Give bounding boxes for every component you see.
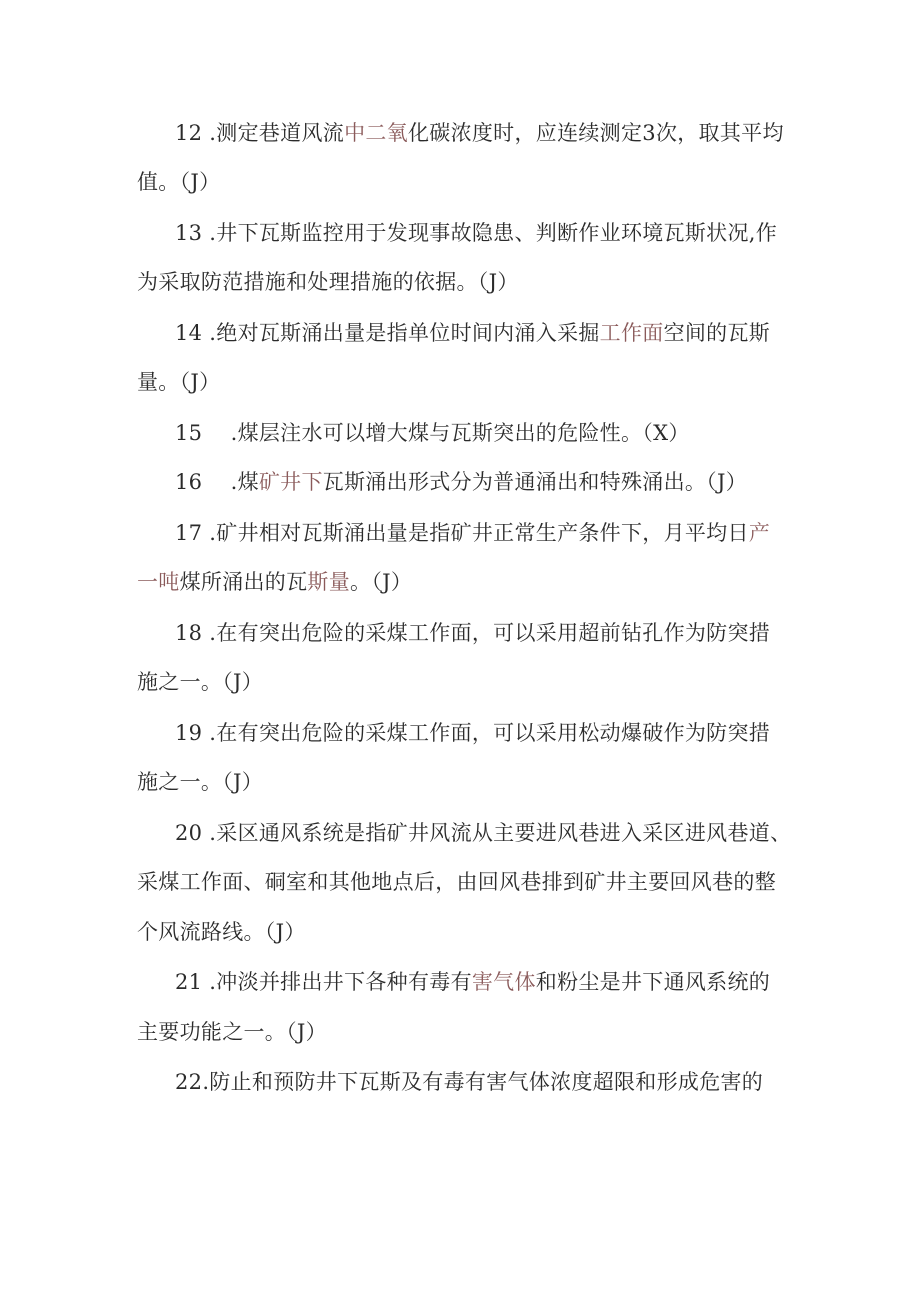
text-segment: 采煤工作面、硐室和其他地点后，由回风巷排到矿井主要回风巷的整	[137, 870, 776, 894]
text-segment: 施之一。（J）	[137, 770, 264, 794]
text-line	[175, 967, 770, 997]
text-segment: 16 .煤	[175, 470, 259, 494]
text-segment: 20 .采区通风系统是指矿井风流从主要进风巷进入采区进风巷道、	[175, 821, 792, 845]
text-line	[175, 718, 770, 748]
text-segment: 煤所涌出的瓦	[179, 570, 308, 594]
highlighted-text: 斯量	[307, 570, 351, 594]
text-segment: 施之一。（J）	[137, 670, 264, 694]
text-line	[137, 367, 220, 397]
text-line	[175, 418, 690, 448]
text-line	[175, 218, 777, 248]
highlighted-text: 一吨	[137, 570, 180, 594]
highlighted-text: 产	[748, 521, 771, 545]
text-line	[175, 818, 791, 848]
text-segment: 主要功能之一。（J）	[137, 1020, 327, 1044]
text-line	[175, 318, 770, 348]
text-segment: 空间的瓦斯	[663, 321, 771, 345]
text-line	[137, 167, 220, 197]
text-segment: 17 .矿井相对瓦斯涌出量是指矿井正常生产条件下，月平均日	[175, 521, 749, 545]
text-line	[137, 667, 263, 697]
text-line	[137, 567, 412, 597]
highlighted-text: 工作面	[599, 321, 664, 345]
text-segment: 22.防止和预防井下瓦斯及有毒有害气体浓度超限和形成危害的	[175, 1070, 764, 1094]
text-line	[137, 1017, 327, 1047]
highlighted-text: 矿井下	[258, 470, 323, 494]
text-segment: 14 .绝对瓦斯涌出量是指单位时间内涌入采掘	[175, 321, 600, 345]
text-segment: 和粉尘是井下通风系统的	[535, 970, 771, 994]
highlighted-text: 害气体	[471, 970, 536, 994]
text-segment: 量。（J）	[137, 370, 221, 394]
text-line	[175, 1067, 763, 1097]
highlighted-text: 中二氧	[344, 121, 408, 145]
text-segment: 19 .在有突出危险的采煤工作面，可以采用松动爆破作为防突措	[175, 721, 771, 745]
text-segment: 为采取防范措施和处理措施的依据。（J）	[137, 270, 519, 294]
text-line	[175, 467, 747, 497]
text-segment: 瓦斯涌出形式分为普通涌出和特殊涌出。（J）	[322, 470, 747, 494]
text-line	[137, 867, 776, 897]
text-line	[137, 917, 306, 947]
text-line	[175, 618, 770, 648]
text-segment: 15 .煤层注水可以增大煤与瓦斯突出的危险性。（X）	[175, 421, 690, 445]
text-segment: 12 .测定巷道风流	[175, 121, 345, 145]
text-segment: 化碳浓度时，应连续测定3次，取其平均	[407, 121, 784, 145]
text-segment: 值。（J）	[137, 170, 221, 194]
text-segment: 18 .在有突出危险的采煤工作面，可以采用超前钻孔作为防突措	[175, 621, 771, 645]
text-segment: 个风流路线。（J）	[137, 920, 306, 944]
text-line	[137, 767, 263, 797]
text-segment: 13 .井下瓦斯监控用于发现事故隐患、判断作业环境瓦斯状况,作	[175, 221, 778, 245]
text-segment: 。（J）	[350, 570, 413, 594]
text-line	[175, 518, 770, 548]
text-line	[175, 118, 784, 148]
text-segment: 21 .冲淡并排出井下各种有毒有	[175, 970, 472, 994]
text-line	[137, 267, 519, 297]
